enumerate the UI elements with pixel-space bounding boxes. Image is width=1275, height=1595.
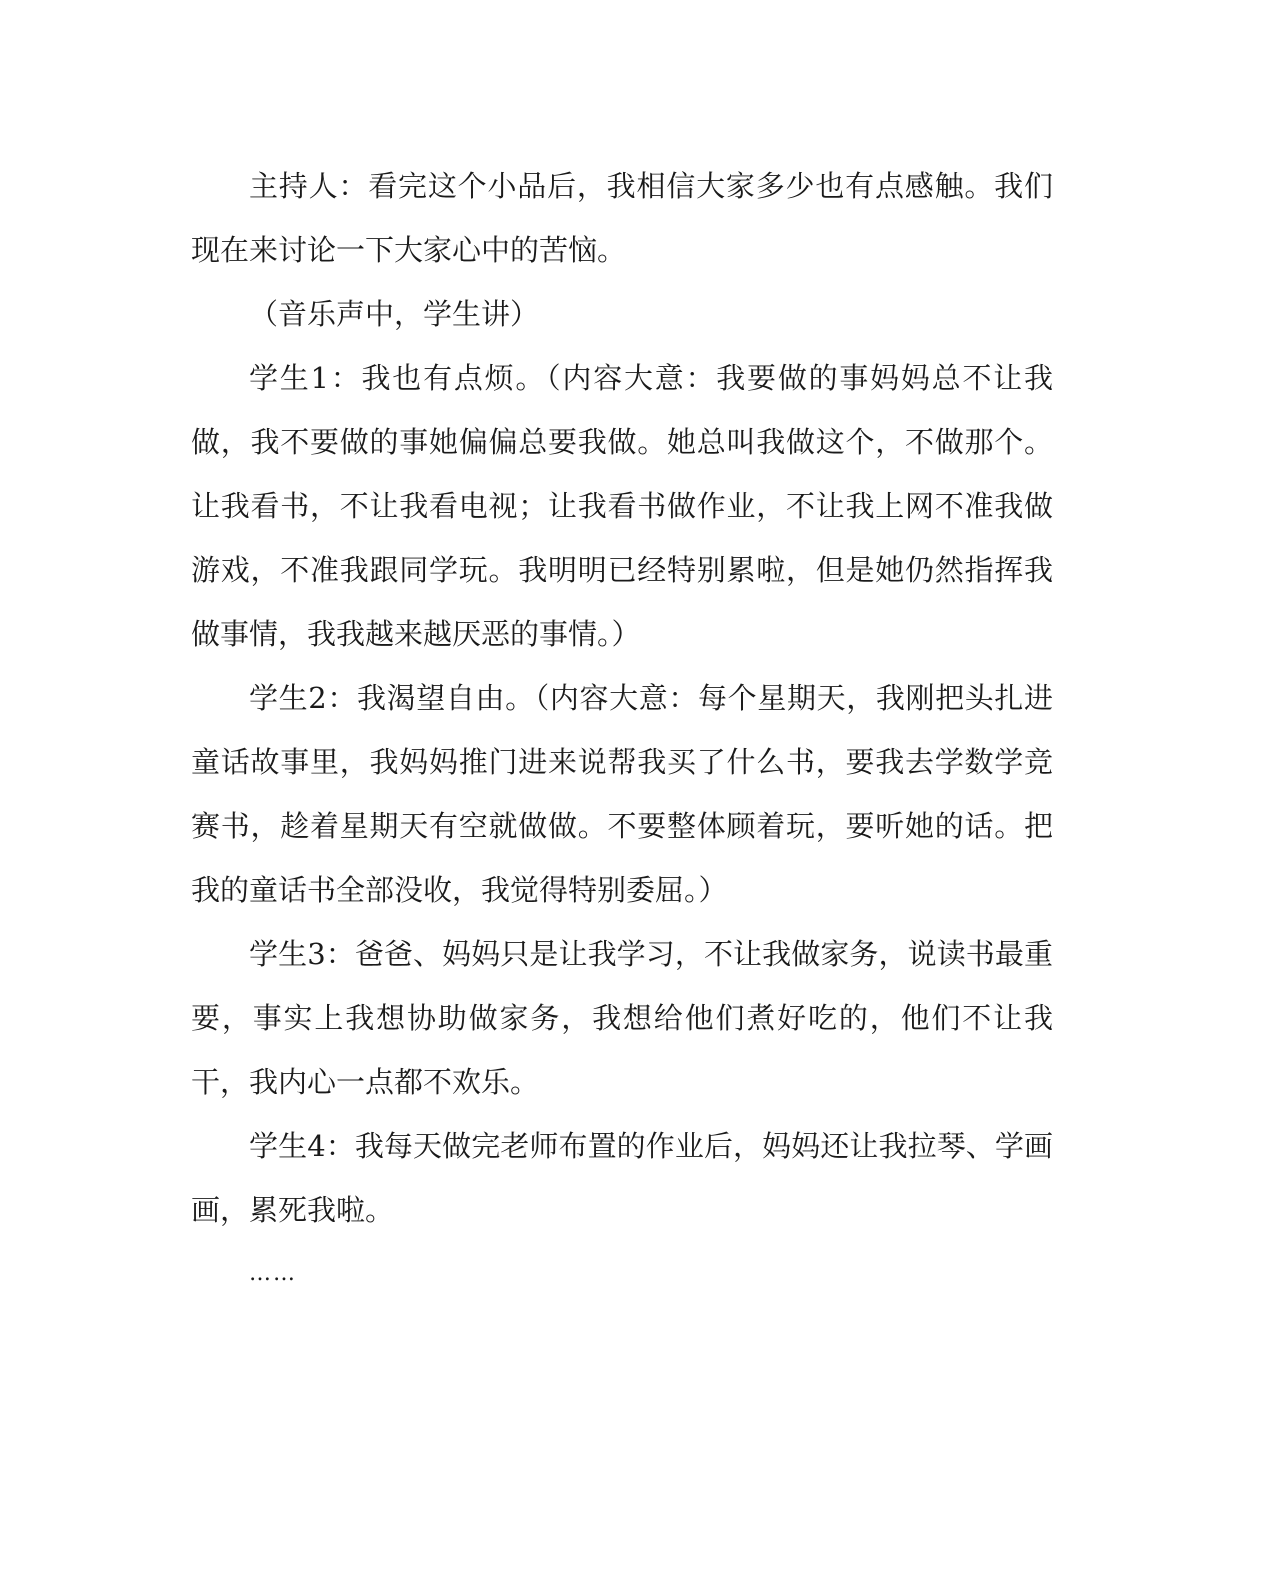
ellipsis-paragraph: …… <box>249 1261 297 1286</box>
host-paragraph: 主持人：看完这个小品后，我相信大家多少也有点感触。我们现在来讨论一下大家心中的苦恼。 <box>191 169 1053 267</box>
stage-direction-paragraph: （音乐声中，学生讲） <box>249 297 540 331</box>
student-2-paragraph: 学生2：我渴望自由。（内容大意：每个星期天，我刚把头扎进童话故事里，我妈妈推门进来说帮我买了什么书，要我去学数学竞赛书，趁着星期天有空就做做。不要整体顾着玩，要听她的话。把我的童话书全部没收，我觉得特别委屈。） <box>191 681 1053 907</box>
student-4-paragraph: 学生4：我每天做完老师布置的作业后，妈妈还让我拉琴、学画画，累死我啦。 <box>191 1129 1053 1227</box>
student-3-paragraph: 学生3：爸爸、妈妈只是让我学习，不让我做家务，说读书最重要，事实上我想协助做家务，我想给他们煮好吃的，他们不让我干，我内心一点都不欢乐。 <box>191 937 1053 1099</box>
student-1-paragraph: 学生1：我也有点烦。（内容大意：我要做的事妈妈总不让我做，我不要做的事她偏偏总要我做。她总叫我做这个，不做那个。让我看书，不让我看电视；让我看书做作业，不让我上网不准我做游戏，不准我跟同学玩。我明明已经特别累啦，但是她仍然指挥我做事情，我我越来越厌恶的事情。） <box>191 361 1053 651</box>
document-body <box>191 154 1053 1306</box>
